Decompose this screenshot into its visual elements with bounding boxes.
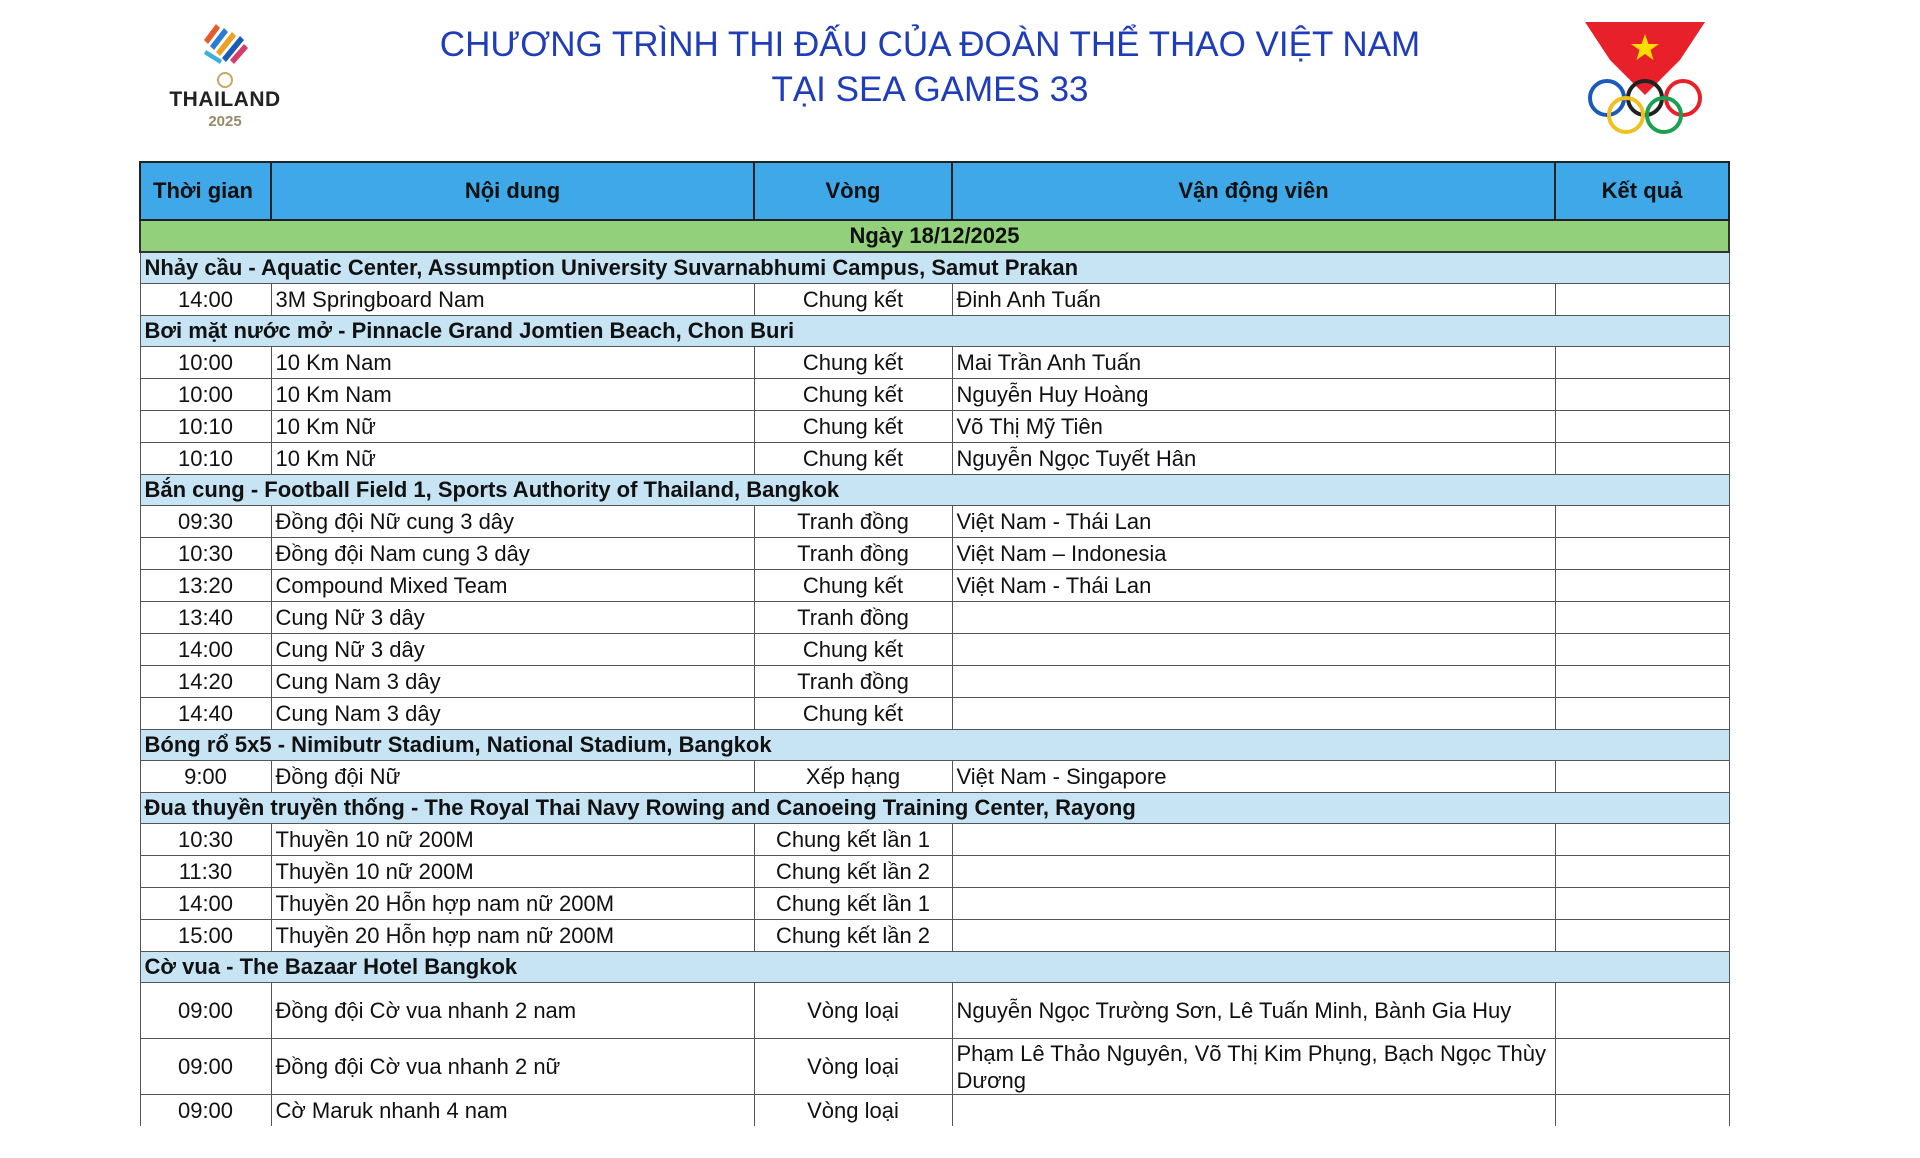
venue-row bbox=[140, 475, 1729, 506]
olympic-flag-icon bbox=[1580, 20, 1710, 135]
schedule-body bbox=[140, 220, 1729, 1126]
date-label: Ngày 18/12/2025 bbox=[140, 220, 1729, 252]
event-time: 09:00 bbox=[140, 1039, 271, 1095]
venue-row bbox=[140, 730, 1729, 761]
event-athletes: Việt Nam - Thái Lan bbox=[952, 506, 1555, 538]
table-row bbox=[140, 761, 1729, 793]
event-athletes: Việt Nam - Thái Lan bbox=[952, 570, 1555, 602]
event-time: 11:30 bbox=[140, 856, 271, 888]
venue-row bbox=[140, 793, 1729, 824]
event-athletes: Mai Trần Anh Tuấn bbox=[952, 347, 1555, 379]
title-line-2: TẠI SEA GAMES 33 bbox=[771, 70, 1089, 109]
event-time: 14:20 bbox=[140, 666, 271, 698]
event-time: 10:10 bbox=[140, 443, 271, 475]
table-row bbox=[140, 1095, 1729, 1127]
event-round: Tranh đồng bbox=[754, 602, 952, 634]
event-round: Tranh đồng bbox=[754, 506, 952, 538]
event-name: Compound Mixed Team bbox=[271, 570, 754, 602]
event-result bbox=[1555, 761, 1729, 793]
event-time: 14:40 bbox=[140, 698, 271, 730]
event-result bbox=[1555, 602, 1729, 634]
event-time: 10:00 bbox=[140, 379, 271, 411]
event-name: Thuyền 10 nữ 200M bbox=[271, 856, 754, 888]
event-round: Vòng loại bbox=[754, 983, 952, 1039]
table-row bbox=[140, 570, 1729, 602]
event-athletes: Nguyễn Ngọc Trường Sơn, Lê Tuấn Minh, Bành Gia Huy bbox=[952, 983, 1555, 1039]
table-row bbox=[140, 602, 1729, 634]
col-header-time: Thời gian bbox=[140, 162, 271, 220]
table-row bbox=[140, 983, 1729, 1039]
event-time: 13:40 bbox=[140, 602, 271, 634]
venue-row bbox=[140, 952, 1729, 983]
venue-label: Bơi mặt nước mở - Pinnacle Grand Jomtien Beach, Chon Buri bbox=[140, 316, 1729, 347]
event-name: 10 Km Nữ bbox=[271, 443, 754, 475]
event-name: Đồng đội Cờ vua nhanh 2 nam bbox=[271, 983, 754, 1039]
event-athletes: Việt Nam - Singapore bbox=[952, 761, 1555, 793]
event-round: Chung kết lần 2 bbox=[754, 856, 952, 888]
table-row bbox=[140, 443, 1729, 475]
event-round: Chung kết bbox=[754, 698, 952, 730]
event-round: Chung kết lần 1 bbox=[754, 888, 952, 920]
event-athletes bbox=[952, 856, 1555, 888]
event-time: 10:30 bbox=[140, 538, 271, 570]
table-row bbox=[140, 506, 1729, 538]
table-row bbox=[140, 920, 1729, 952]
table-header-row bbox=[140, 162, 1729, 220]
event-athletes bbox=[952, 824, 1555, 856]
event-athletes: Phạm Lê Thảo Nguyên, Võ Thị Kim Phụng, Bạch Ngọc Thùy Dương bbox=[952, 1039, 1555, 1095]
event-round: Vòng loại bbox=[754, 1039, 952, 1095]
event-result bbox=[1555, 856, 1729, 888]
event-name: Thuyền 20 Hỗn hợp nam nữ 200M bbox=[271, 888, 754, 920]
event-athletes bbox=[952, 888, 1555, 920]
page-header bbox=[0, 0, 1920, 160]
event-round: Xếp hạng bbox=[754, 761, 952, 793]
venue-label: Đua thuyền truyền thống - The Royal Thai Navy Rowing and Canoeing Training Center, Rayong bbox=[140, 793, 1729, 824]
event-name: Thuyền 20 Hỗn hợp nam nữ 200M bbox=[271, 920, 754, 952]
event-time: 10:10 bbox=[140, 411, 271, 443]
event-result bbox=[1555, 538, 1729, 570]
event-result bbox=[1555, 888, 1729, 920]
event-name: 10 Km Nữ bbox=[271, 411, 754, 443]
event-result bbox=[1555, 379, 1729, 411]
event-round: Chung kết bbox=[754, 570, 952, 602]
event-athletes: Nguyễn Ngọc Tuyết Hân bbox=[952, 443, 1555, 475]
event-athletes bbox=[952, 920, 1555, 952]
table-row bbox=[140, 666, 1729, 698]
sea-games-logo bbox=[160, 18, 290, 133]
event-round: Chung kết bbox=[754, 379, 952, 411]
event-result bbox=[1555, 983, 1729, 1039]
logo-thailand-text: THAILAND bbox=[169, 88, 281, 111]
event-result bbox=[1555, 824, 1729, 856]
event-time: 10:30 bbox=[140, 824, 271, 856]
event-result bbox=[1555, 347, 1729, 379]
event-athletes: Nguyễn Huy Hoàng bbox=[952, 379, 1555, 411]
event-time: 13:20 bbox=[140, 570, 271, 602]
event-name: Đồng đội Nữ bbox=[271, 761, 754, 793]
event-round: Chung kết bbox=[754, 284, 952, 316]
event-round: Chung kết bbox=[754, 443, 952, 475]
col-header-event: Nội dung bbox=[271, 162, 754, 220]
event-athletes: Việt Nam – Indonesia bbox=[952, 538, 1555, 570]
event-name: 10 Km Nam bbox=[271, 347, 754, 379]
event-athletes bbox=[952, 634, 1555, 666]
sea-games-emblem-icon bbox=[160, 18, 290, 88]
venue-row bbox=[140, 252, 1729, 284]
event-result bbox=[1555, 1095, 1729, 1127]
event-athletes bbox=[952, 602, 1555, 634]
venue-label: Nhảy cầu - Aquatic Center, Assumption University Suvarnabhumi Campus, Samut Prakan bbox=[140, 252, 1729, 284]
table-row bbox=[140, 698, 1729, 730]
title-line-1: CHƯƠNG TRÌNH THI ĐẤU CỦA ĐOÀN THỂ THAO VIỆT NAM bbox=[439, 25, 1421, 64]
event-time: 14:00 bbox=[140, 284, 271, 316]
event-time: 09:00 bbox=[140, 1095, 271, 1127]
venue-label: Cờ vua - The Bazaar Hotel Bangkok bbox=[140, 952, 1729, 983]
event-time: 9:00 bbox=[140, 761, 271, 793]
event-name: 10 Km Nam bbox=[271, 379, 754, 411]
table-row bbox=[140, 1039, 1729, 1095]
event-name: Cung Nữ 3 dây bbox=[271, 602, 754, 634]
event-time: 10:00 bbox=[140, 347, 271, 379]
event-result bbox=[1555, 570, 1729, 602]
table-row bbox=[140, 411, 1729, 443]
event-result bbox=[1555, 666, 1729, 698]
venue-label: Bóng rổ 5x5 - Nimibutr Stadium, National Stadium, Bangkok bbox=[140, 730, 1729, 761]
event-result bbox=[1555, 284, 1729, 316]
event-athletes: Võ Thị Mỹ Tiên bbox=[952, 411, 1555, 443]
table-row bbox=[140, 538, 1729, 570]
venue-row bbox=[140, 316, 1729, 347]
col-header-result: Kết quả bbox=[1555, 162, 1729, 220]
event-round: Tranh đồng bbox=[754, 538, 952, 570]
event-name: Thuyền 10 nữ 200M bbox=[271, 824, 754, 856]
event-round: Chung kết bbox=[754, 411, 952, 443]
col-header-round: Vòng bbox=[754, 162, 952, 220]
schedule-table bbox=[139, 161, 1730, 1126]
event-round: Chung kết bbox=[754, 634, 952, 666]
event-round: Chung kết bbox=[754, 347, 952, 379]
event-result bbox=[1555, 634, 1729, 666]
event-name: 3M Springboard Nam bbox=[271, 284, 754, 316]
event-result bbox=[1555, 920, 1729, 952]
event-result bbox=[1555, 411, 1729, 443]
event-name: Cung Nam 3 dây bbox=[271, 698, 754, 730]
table-row bbox=[140, 379, 1729, 411]
event-result bbox=[1555, 506, 1729, 538]
date-row bbox=[140, 220, 1729, 252]
vietnam-olympic-logo bbox=[1580, 20, 1710, 135]
event-round: Tranh đồng bbox=[754, 666, 952, 698]
event-athletes bbox=[952, 1095, 1555, 1127]
event-round: Chung kết lần 2 bbox=[754, 920, 952, 952]
event-round: Vòng loại bbox=[754, 1095, 952, 1127]
table-row bbox=[140, 824, 1729, 856]
event-time: 09:30 bbox=[140, 506, 271, 538]
event-name: Cờ Maruk nhanh 4 nam bbox=[271, 1095, 754, 1127]
table-row bbox=[140, 347, 1729, 379]
table-row bbox=[140, 856, 1729, 888]
event-result bbox=[1555, 443, 1729, 475]
venue-label: Bắn cung - Football Field 1, Sports Authority of Thailand, Bangkok bbox=[140, 475, 1729, 506]
event-name: Cung Nữ 3 dây bbox=[271, 634, 754, 666]
table-row bbox=[140, 284, 1729, 316]
event-result bbox=[1555, 698, 1729, 730]
event-time: 14:00 bbox=[140, 634, 271, 666]
event-name: Cung Nam 3 dây bbox=[271, 666, 754, 698]
logo-year-text: 2025 bbox=[208, 113, 242, 130]
event-round: Chung kết lần 1 bbox=[754, 824, 952, 856]
col-header-athletes: Vận động viên bbox=[952, 162, 1555, 220]
event-athletes bbox=[952, 666, 1555, 698]
event-athletes bbox=[952, 698, 1555, 730]
event-name: Đồng đội Nữ cung 3 dây bbox=[271, 506, 754, 538]
page-title bbox=[380, 22, 1480, 112]
event-name: Đồng đội Nam cung 3 dây bbox=[271, 538, 754, 570]
table-row bbox=[140, 888, 1729, 920]
event-result bbox=[1555, 1039, 1729, 1095]
event-athletes: Đinh Anh Tuấn bbox=[952, 284, 1555, 316]
event-name: Đồng đội Cờ vua nhanh 2 nữ bbox=[271, 1039, 754, 1095]
event-time: 15:00 bbox=[140, 920, 271, 952]
table-row bbox=[140, 634, 1729, 666]
event-time: 09:00 bbox=[140, 983, 271, 1039]
event-time: 14:00 bbox=[140, 888, 271, 920]
